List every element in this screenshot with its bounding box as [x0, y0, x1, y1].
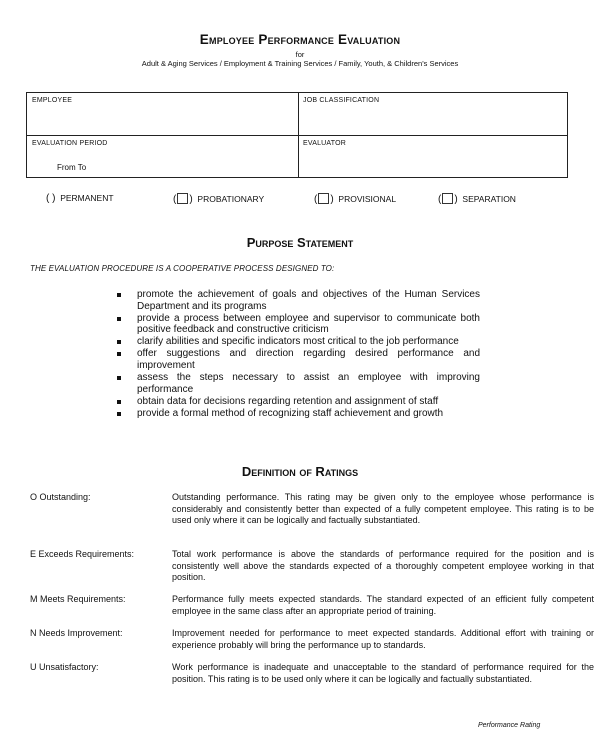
- bullet-square-icon: [117, 376, 121, 380]
- rating-description: Outstanding performance. This rating may be given only to the employee whose performance is considerably and consistently better than expected of a fully competent employee. This rating is to be used only where it can be logically and factually substantiated.: [172, 492, 594, 525]
- separation-label: SEPARATION: [462, 194, 516, 204]
- list-item-text: provide a process between employee and supervisor to communicate both positive feedback and constructive criticism: [137, 312, 480, 336]
- programs-line: Adult & Aging Services / Employment & Training Services / Family, Youth, & Children's Services: [141, 59, 459, 68]
- status-option-separation[interactable]: ( ) SEPARATION: [438, 194, 516, 205]
- bullet-square-icon: [117, 352, 121, 356]
- bullet-square-icon: [117, 317, 121, 321]
- rating-label: O Outstanding:: [30, 492, 91, 502]
- rating-description: Performance fully meets expected standards. The standard expected of an efficient fully competent employee in the same class after an appropriate period of training.: [172, 594, 594, 616]
- rating-description: Total work performance is above the standards of performance required for the position and is consistently well above the standards expected of a thoroughly competent employee working in that position.: [172, 549, 594, 582]
- probationary-label: PROBATIONARY: [197, 194, 265, 204]
- bullet-square-icon: [117, 400, 121, 404]
- evaluation-period-field[interactable]: EVALUATION PERIOD: [32, 140, 108, 147]
- list-item-text: clarify abilities and specific indicators most critical to the job performance: [137, 336, 459, 348]
- footer-cutoff-text: Performance Rating: [478, 722, 541, 729]
- employee-info-table: [26, 92, 568, 178]
- bullet-square-icon: [117, 412, 121, 416]
- permanent-checkbox[interactable]: ( ): [46, 193, 56, 204]
- status-option-probationary[interactable]: ( ) PROBATIONARY: [173, 194, 265, 205]
- bullet-square-icon: [117, 340, 121, 344]
- status-option-permanent[interactable]: [46, 193, 114, 204]
- list-item: [117, 313, 480, 336]
- rating-label: M Meets Requirements:: [30, 594, 126, 604]
- table-divider-horizontal: [27, 135, 567, 136]
- list-item: [117, 289, 480, 312]
- list-item: [117, 408, 480, 420]
- purpose-heading: Purpose Statement: [246, 235, 354, 250]
- list-item-text: offer suggestions and direction regarding desired performance and improvement: [137, 348, 480, 372]
- list-item-text: obtain data for decisions regarding retention and assignment of staff: [137, 395, 439, 407]
- from-to-label: From To: [57, 163, 87, 172]
- ratings-heading: Definition of Ratings: [241, 464, 359, 479]
- list-item: [117, 372, 480, 395]
- rating-description: Work performance is inadequate and unacceptable to the standard of performance required for the position. This rating is to be used only where it can be logically and factually substantiated.: [172, 662, 594, 684]
- provisional-checkbox[interactable]: [318, 193, 329, 204]
- separation-checkbox[interactable]: [442, 193, 453, 204]
- list-item: [117, 396, 480, 408]
- evaluator-field[interactable]: EVALUATOR: [303, 140, 347, 147]
- status-option-provisional[interactable]: ( ) PROVISIONAL: [314, 194, 397, 205]
- list-item-text: provide a formal method of recognizing staff achievement and growth: [137, 407, 444, 419]
- list-item-text: assess the steps necessary to assist an employee with improving performance: [137, 372, 480, 395]
- job-classification-field[interactable]: JOB CLASSIFICATION: [303, 97, 380, 104]
- list-item: [117, 348, 480, 371]
- purpose-list: [117, 289, 480, 420]
- provisional-label: PROVISIONAL: [338, 194, 397, 204]
- rating-description: Improvement needed for performance to meet expected standards. Additional effort with training or experience probably will bring the performance up to standards.: [172, 628, 594, 650]
- rating-label: N Needs Improvement:: [30, 628, 123, 638]
- probationary-checkbox[interactable]: [177, 193, 188, 204]
- list-item-text: promote the achievement of goals and objectives of the Human Services Department and its programs: [137, 289, 480, 312]
- rating-label: E Exceeds Requirements:: [30, 549, 135, 559]
- list-item: [117, 336, 480, 348]
- bullet-square-icon: [117, 293, 121, 297]
- rating-label: U Unsatisfactory:: [30, 662, 99, 672]
- permanent-label: PERMANENT: [60, 193, 114, 203]
- for-line: for: [295, 50, 305, 59]
- document-title: Employee Performance Evaluation: [199, 32, 401, 47]
- employee-field[interactable]: EMPLOYEE: [32, 97, 73, 104]
- purpose-intro: THE EVALUATION PROCEDURE IS A COOPERATIVE PROCESS DESIGNED TO:: [30, 264, 335, 273]
